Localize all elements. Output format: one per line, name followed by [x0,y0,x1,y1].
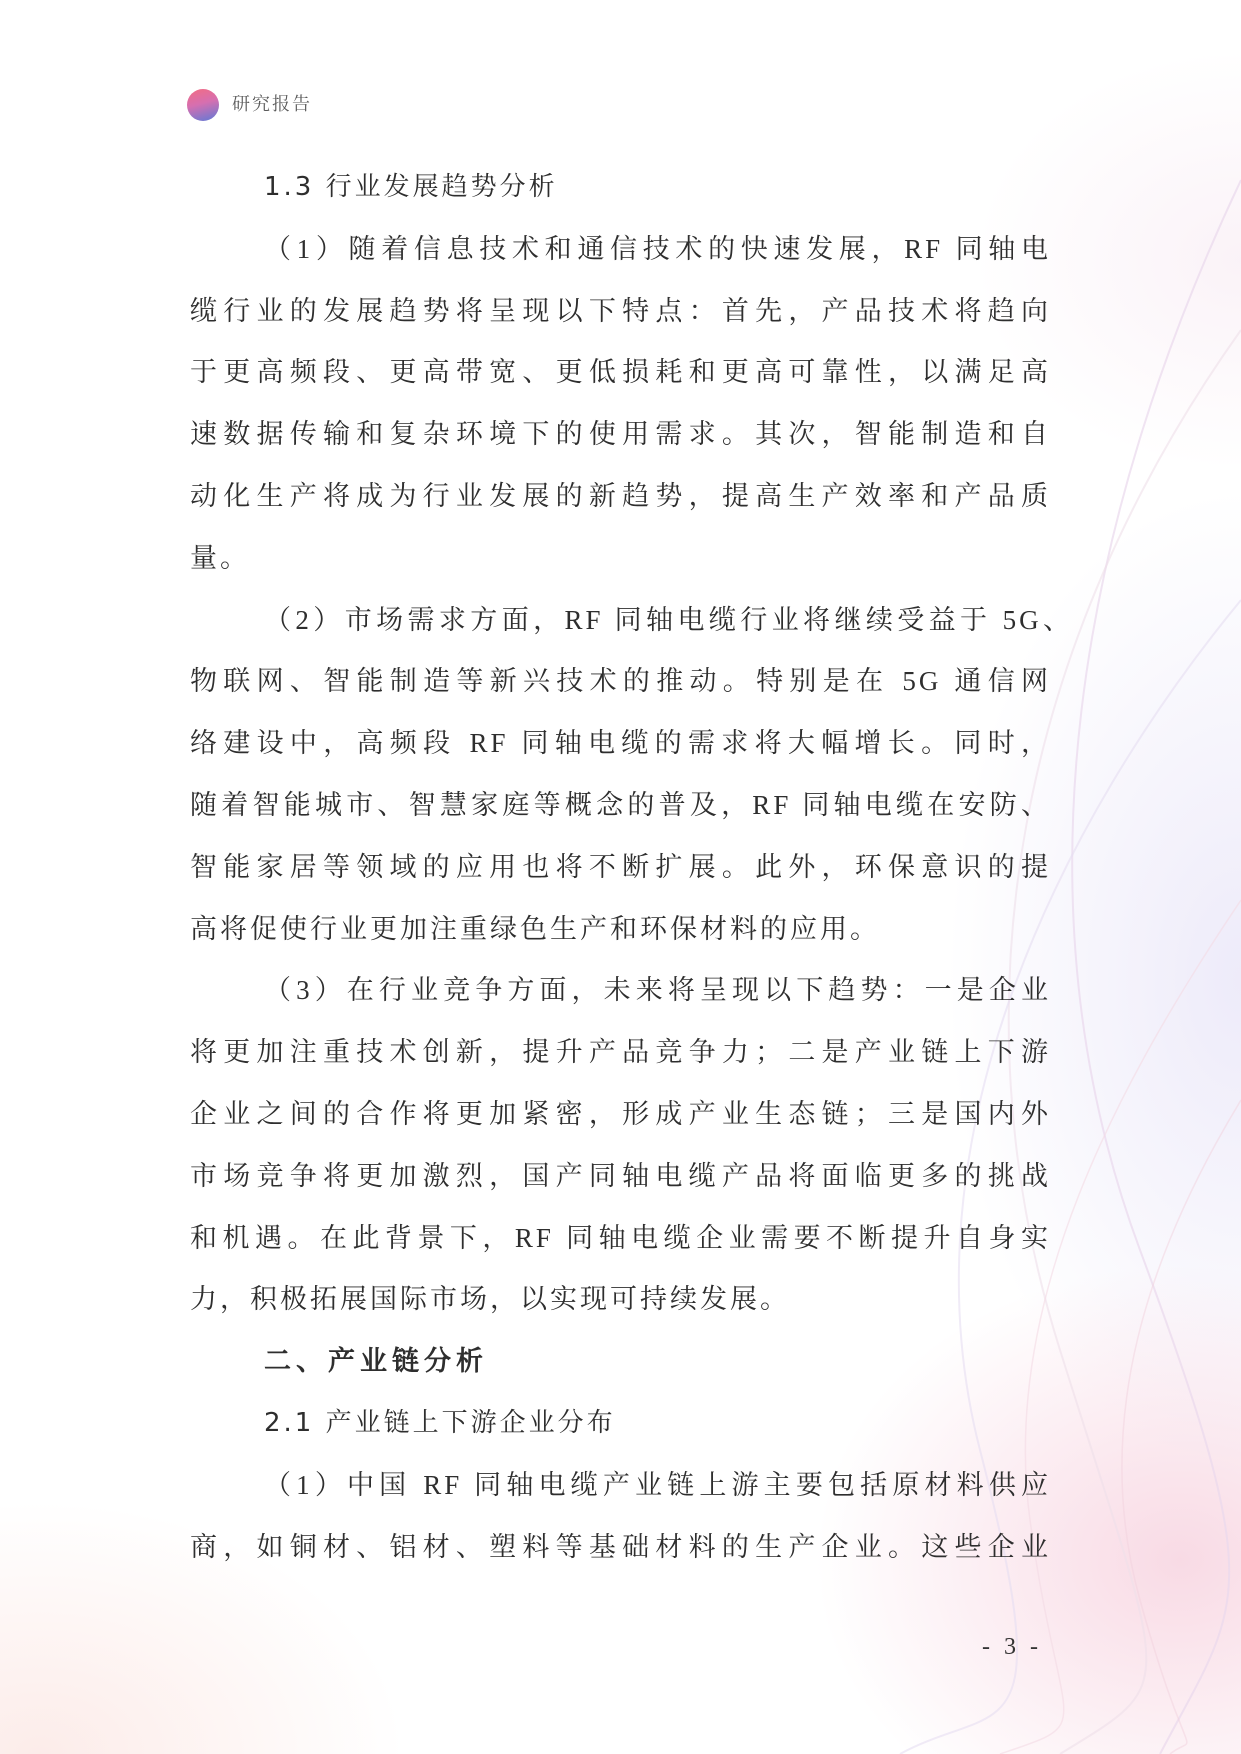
paragraph-line: （1）中国 RF 同轴电缆产业链上游主要包括原材料供应 [264,1469,1051,1500]
paragraph-line: （2）市场需求方面，RF 同轴电缆行业将继续受益于 5G、 [264,604,1073,635]
paragraph-line: 随着智能城市、智慧家庭等概念的普及，RF 同轴电缆在安防、 [190,789,1051,820]
paragraph-line: 和机遇。在此背景下，RF 同轴电缆企业需要不断提升自身实 [190,1222,1051,1253]
paragraph-line: 企业之间的合作将更加紧密，形成产业生态链；三是国内外 [190,1098,1051,1129]
section-heading-1-3: 1.3 行业发展趋势分析 [264,172,558,202]
paragraph-2 [190,590,1073,961]
paragraph-3 [190,960,1051,1331]
paragraph-line: （1）随着信息技术和通信技术的快速发展，RF 同轴电 [264,233,1051,264]
report-logo-icon [187,89,219,121]
paragraph-line: 量。 [190,542,250,573]
document-body [190,157,1073,1578]
section-heading-2-1: 2.1 产业链上下游企业分布 [264,1407,616,1438]
paragraph-1 [190,219,1051,590]
chapter-heading-2: 二、产业链分析 [264,1346,488,1378]
swoosh-curve [1072,180,1241,1754]
swoosh-curve [1122,1100,1241,1754]
paragraph-line: 智能家居等领域的应用也将不断扩展。此外，环保意识的提 [190,851,1051,882]
paragraph-4 [190,1455,1051,1579]
paragraph-line: 将更加注重技术创新，提升产品竞争力；二是产业链上下游 [190,1037,1051,1068]
paragraph-line: （3）在行业竞争方面，未来将呈现以下趋势：一是企业 [264,975,1051,1006]
paragraph-line: 缆行业的发展趋势将呈现以下特点：首先，产品技术将趋向 [190,295,1051,326]
paragraph-line: 市场竞争将更加激烈，国产同轴电缆产品将面临更多的挑战 [190,1160,1051,1191]
paragraph-line: 动化生产将成为行业发展的新趋势，提高生产效率和产品质 [190,480,1051,511]
paragraph-line: 于更高频段、更高带宽、更低损耗和更高可靠性，以满足高 [190,357,1051,388]
paragraph-line: 商，如铜材、铝材、塑料等基础材料的生产企业。这些企业 [190,1531,1051,1562]
paragraph-line: 物联网、智能制造等新兴技术的推动。特别是在 5G 通信网 [190,666,1051,697]
report-header-title: 研究报告 [232,94,312,115]
paragraph-line: 络建设中，高频段 RF 同轴电缆的需求将大幅增长。同时， [190,728,1051,759]
paragraph-line: 速数据传输和复杂环境下的使用需求。其次，智能制造和自 [190,419,1051,450]
paragraph-line: 高将促使行业更加注重绿色生产和环保材料的应用。 [190,913,880,944]
paragraph-line: 力，积极拓展国际市场，以实现可持续发展。 [190,1284,790,1315]
page-number: - 3 - [982,1634,1042,1660]
